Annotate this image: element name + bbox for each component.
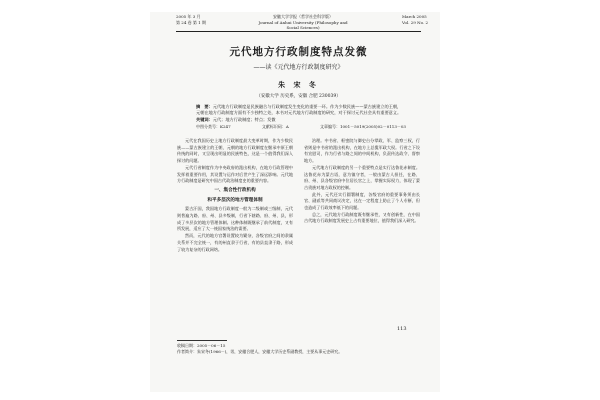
article-author: 朱 宋 冬 [278,80,319,89]
body-column-right [304,138,420,328]
body-paragraph: 治理。中书省、枢密院与御史台分掌政、军、监察三权，行省则是中书省的派出机构，在地方上总揽军政大权。行省之下设有宣慰司，作为行省与路之间的中间机构，负责传达政令、督察地方。 [304,138,420,164]
body-paragraph: 总之，元代地方行政制度既有继承性，又有创新性，在中国古代地方行政制度发展史上占有重要地位，值得我们深入研究。 [304,211,420,224]
running-header-right [402,14,428,25]
header-journal-cn: 安徽大学学报（哲学社会科学版） [273,14,333,19]
header-volume-en: Vol. 29 No. 2 [402,19,429,25]
classification-row [196,124,406,130]
footnote-author-bio: 作者简介：朱宋冬(1966－)，男，安徽合肥人，安徽大学历史系副教授，主要从事元史研究。 [177,349,343,354]
section-subheading: 和平多层次的地方管理体制 [207,197,263,203]
clc-number: 中图分类号：K247 [196,124,231,129]
footnote-block [177,343,422,355]
header-volume: 第 24 卷 第 1 期 [176,19,206,25]
header-journal-en: Journal of Anhui University (Philosophy and Social Sciences) [258,19,348,30]
article-subtitle: ——读《元代地方行政制度研究》 [253,64,344,71]
body-paragraph: 元代地方行政制度的另一个重要特点是实行达鲁花赤制度。达鲁花赤为蒙古语，意为镇守者，一般由蒙古人担任，在路、府、州、县各级官府中位居长官之上，掌握实际权力，体现了蒙古贵族对地方政权的控制。 [304,164,420,190]
section-heading: 一、集合性行政机构 [214,187,256,193]
footnote-rule [177,340,227,341]
body-paragraph: 元代在我国历史上地方行政制度最大变革时期，作为少数民族——蒙古族建立的王朝，元朝的地方行政制度在继承中原王朝传统的同时，又呈现出明显的民族特色，这是一个值得我们深入探讨的问题。 [177,138,293,164]
running-header-center [258,14,348,31]
header-date: 2005 年 3 月 [176,14,201,19]
abstract-block [196,104,404,123]
body-paragraph: 蒙古汗国，我国地方行政制度一般为二级制或三级制，元代则普遍为路、府、州、县多级制，行省下辖路、府、州、县，形成了多层次的地方管理体制。这种体制既继承了前代制度，又有所发展，适应了大一统国家统治的需要。 [177,206,293,232]
article-number: 文章编号：1001－5019(2005)02－0113－03 [319,124,406,129]
article-title: 元代地方行政制度特点发微 [229,46,368,58]
author-affiliation: （安徽大学 历史系，安徽 合肥 230039） [256,94,341,99]
abstract-label: 摘 要： [196,104,213,109]
body-paragraph: 此外，元代还实行圆署制度，各级官府的重要事务须由长官、副贰等共同商议决定，这在一定程度上防止了个人专断，但也造成了行政效率低下的问题。 [304,191,420,211]
header-date-en: March 2005 [402,14,427,19]
running-header-left [176,14,206,25]
body-column-left [177,138,293,328]
document-code: 文献标识码：A [261,124,289,129]
footnote-received: 收稿日期：2005－06－15 [177,343,226,348]
abstract-text: 元代地方行政制度是民族融合与行政制度发生变化的重要一环。作为少数民族——蒙古族建立的王朝，元朝在地方行政制度方面有不少独特之处，本书对元代地方行政制度的研究，对于探讨元代社会具有重要意义。 [196,104,402,116]
header-rule [176,31,421,32]
page-number: 113 [397,326,407,332]
body-paragraph: 元代行省制度作为中央政府的派出机构，在地方行政管理中发挥着重要作用，其设置与运作对后世产生了深远影响。元代地方行政制度是研究中国古代政治制度史的重要内容。 [177,164,293,184]
keywords-text: 元代；地方行政制度；特点；发微 [212,116,276,122]
keywords-label: 关键词： [196,116,213,122]
body-paragraph: 然而，元代的地方官署设置较为繁杂，各级官府之间的隶属关系并不完全统一，有的州直隶于行省，有的县直隶于路，形成了较为复杂的行政网络。 [177,233,293,252]
